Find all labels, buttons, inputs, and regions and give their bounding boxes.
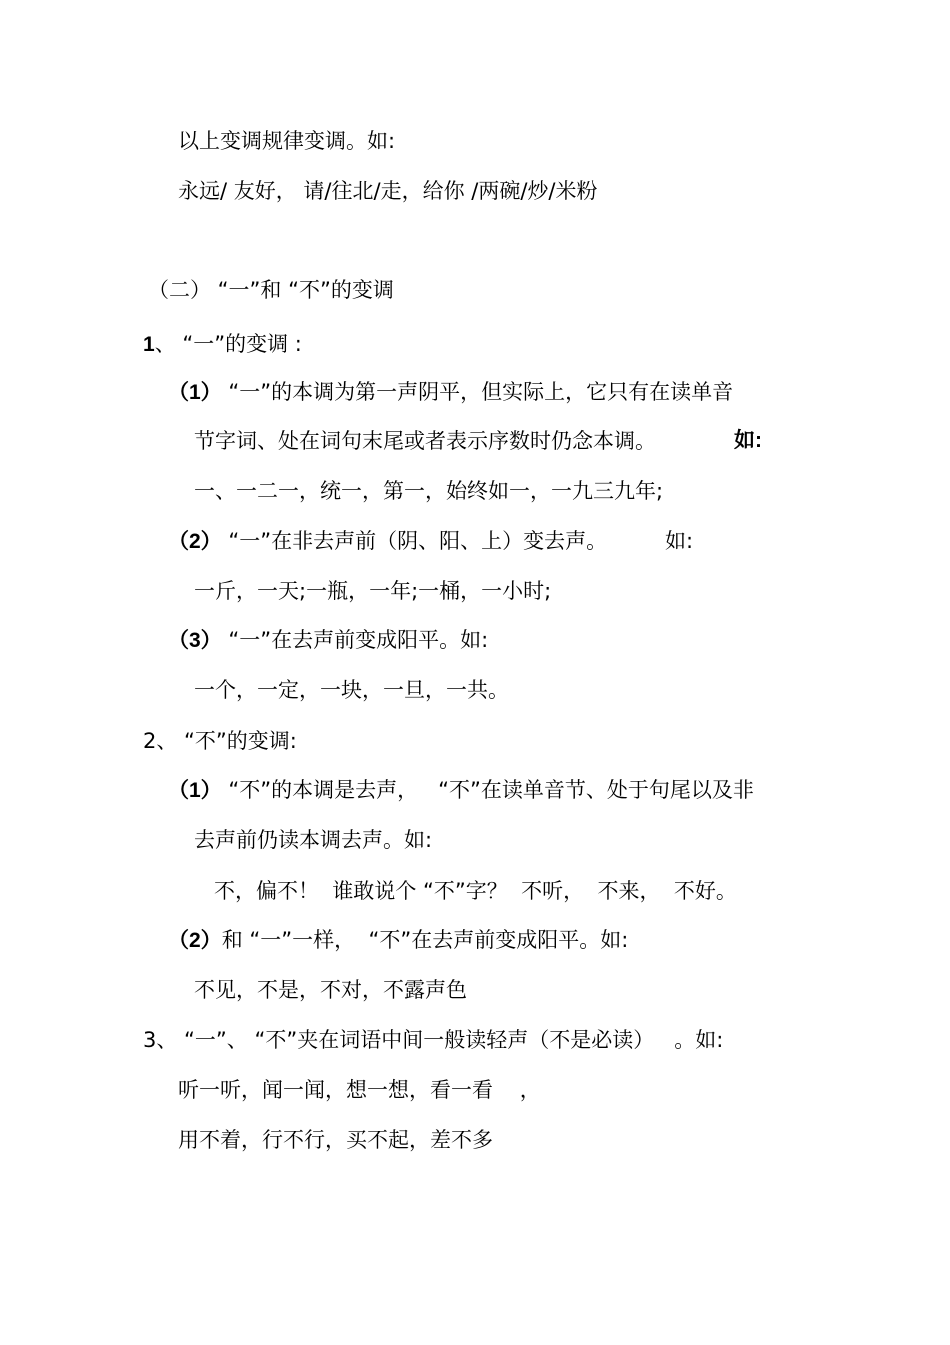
subitem-text: 和 “一”一样， “不”在去声前变成阳平。如:: [221, 928, 629, 952]
example-line: 不见，不是，不对，不露声色: [194, 978, 467, 1002]
subitem-line: [168, 528, 607, 555]
subitem-line: [168, 627, 488, 654]
subitem-number: （3）: [168, 629, 222, 652]
subitem-text: “一”在去声前变成阳平。如:: [221, 628, 489, 652]
example-line: 听一听，闻一闻，想一想，看一看 ，: [178, 1078, 541, 1102]
subitem-line: [168, 777, 754, 804]
section-heading: （二） “一”和 “不”的变调: [148, 278, 394, 302]
text-line-tail: 如:: [734, 429, 762, 452]
text-line: 节字词、处在词句末尾或者表示序数时仍念本调。: [194, 429, 656, 453]
text-line: 永远/ 友好， 请/往北/走，给你 /两碗/炒/米粉: [178, 179, 598, 203]
item-heading: [143, 331, 302, 358]
item-title: 、 “一”的变调 :: [154, 332, 302, 356]
example-line: 一斤，一天;一瓶，一年;一桶，一小时;: [194, 579, 552, 603]
text-line-tail: 如:: [665, 529, 694, 553]
subitem-text: “不”的本调是去声， “不”在读单音节、处于句尾以及非: [221, 778, 754, 802]
example-line: 一、一二一，统一，第一，始终如一，一九三九年;: [194, 479, 664, 503]
example-line: 不，偏不！ 谁敢说个 “不”字？ 不听， 不来， 不好。: [214, 879, 737, 903]
text-line: 去声前仍读本调去声。如:: [194, 828, 433, 852]
item-heading: 3、 “一”、 “不”夹在词语中间一般读轻声（不是必读） 。如:: [143, 1028, 724, 1052]
subitem-number: （1）: [168, 381, 222, 404]
item-number: 1: [143, 333, 155, 356]
example-line: 用不着，行不行，买不起，差不多: [178, 1128, 493, 1152]
example-line: 一个，一定，一块，一旦，一共。: [194, 678, 509, 702]
subitem-line: [168, 379, 733, 406]
item-heading: 2、 “不”的变调:: [143, 729, 297, 753]
subitem-number: （2）: [168, 530, 222, 553]
text-line: 以上变调规律变调。如:: [178, 129, 396, 153]
subitem-number: （1）: [168, 779, 222, 802]
subitem-number: （2）: [168, 929, 222, 952]
subitem-text: “一”在非去声前（阴、阳、上）变去声。: [221, 529, 608, 553]
subitem-line: [168, 927, 628, 954]
subitem-text: “一”的本调为第一声阴平，但实际上，它只有在读单音: [221, 380, 734, 404]
